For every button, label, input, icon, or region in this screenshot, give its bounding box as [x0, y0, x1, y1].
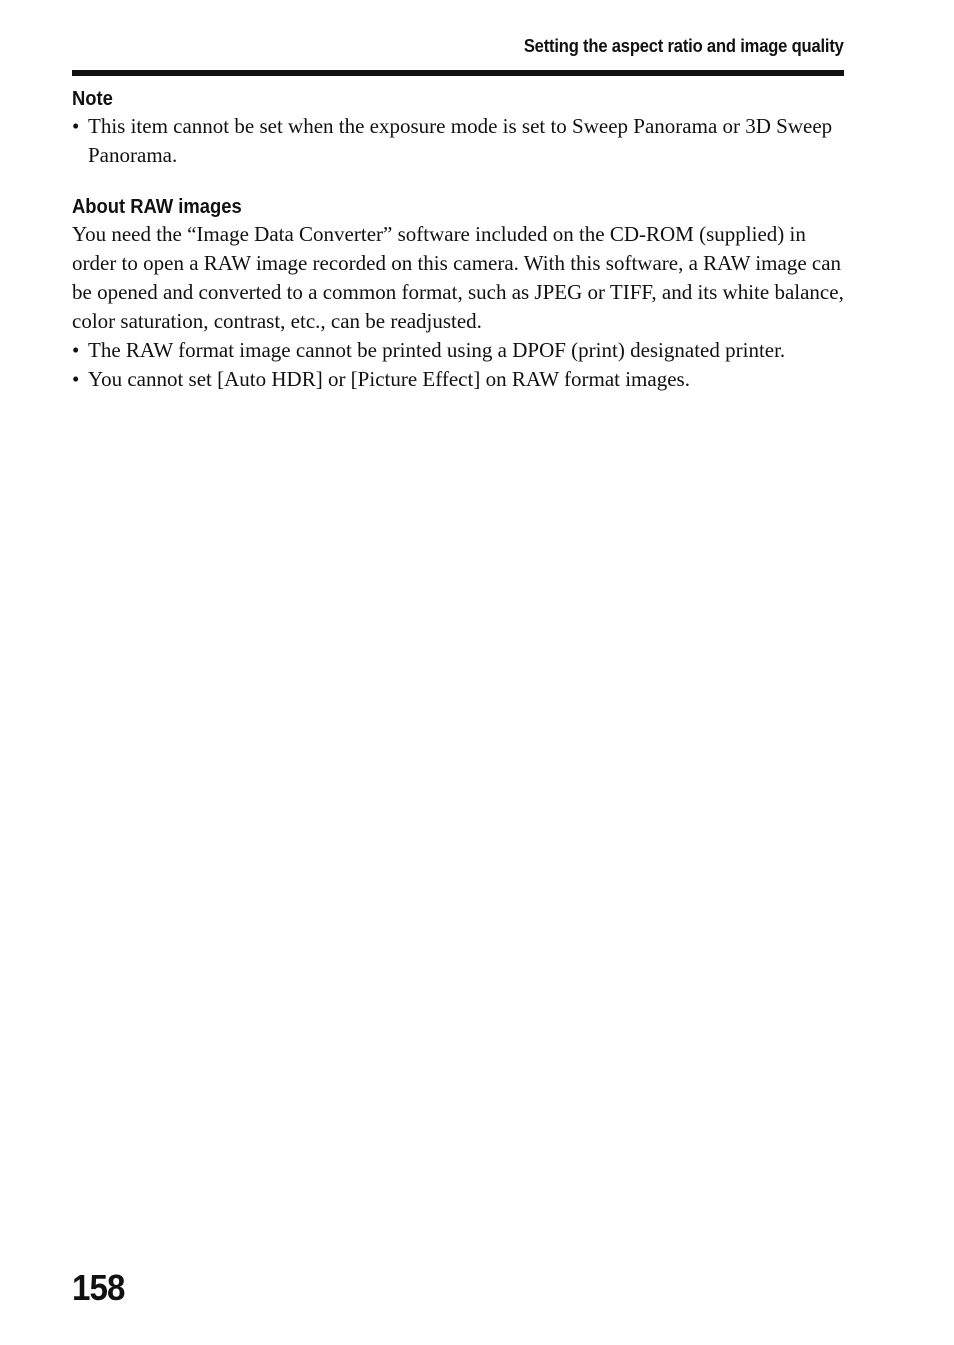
header-divider [72, 70, 844, 76]
note-heading: Note [72, 88, 113, 110]
raw-images-heading: About RAW images [72, 196, 242, 218]
page-number: 158 [72, 1267, 125, 1308]
page-content [72, 86, 847, 394]
raw-images-paragraph: You need the “Image Data Converter” software included on the CD-ROM (supplied) in order to open a RAW image recorded on this camera. With this software, a RAW image can be opened and converted to a common format, such as JPEG or TIFF, and its white balance, color saturation, contrast, etc., can be readjusted. [72, 222, 844, 333]
section-header-title: Setting the aspect ratio and image quality [524, 36, 844, 56]
raw-bullet-item: • The RAW format image cannot be printed using a DPOF (print) designated printer. [72, 336, 847, 365]
raw-bullet-item: • You cannot set [Auto HDR] or [Picture Effect] on RAW format images. [72, 365, 847, 394]
note-bullet-item: • This item cannot be set when the exposure mode is set to Sweep Panorama or 3D Sweep Panorama. [72, 112, 847, 170]
